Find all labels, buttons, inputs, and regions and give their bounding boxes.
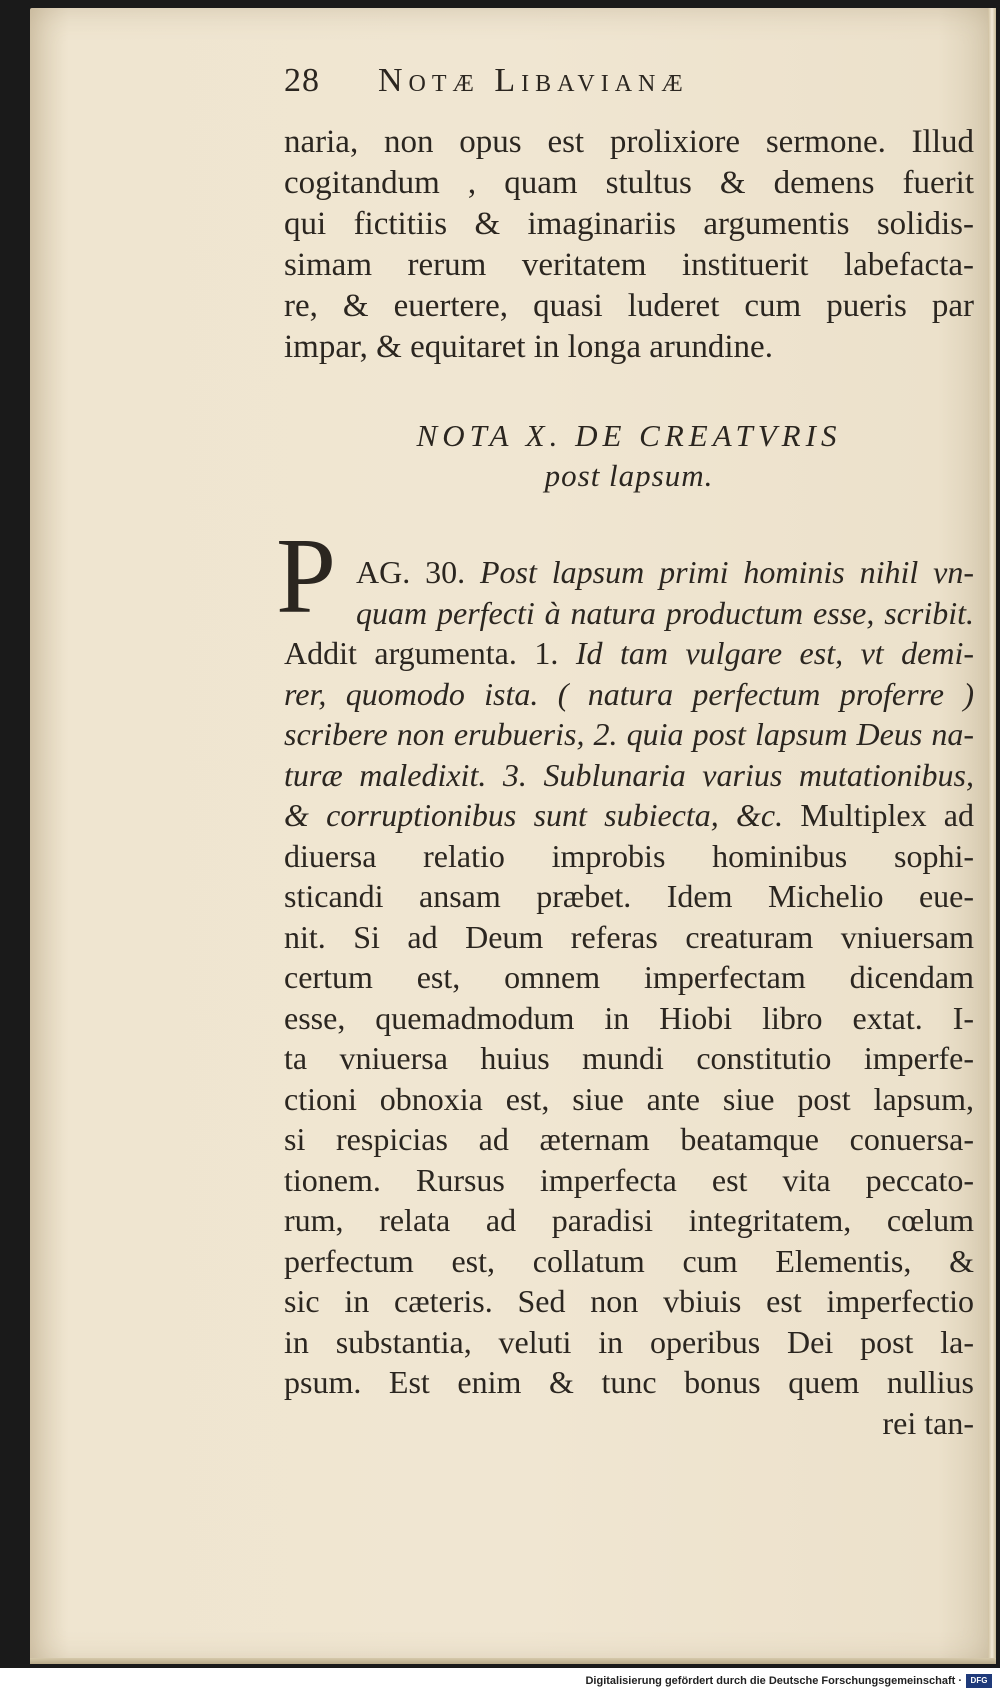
text-line [284, 552, 974, 593]
text-line [284, 1403, 974, 1444]
section-title: NOTA X. DE CREATVRIS [416, 418, 842, 453]
text-line: re, & euertere, quasi luderet cum pueris par [284, 288, 974, 324]
text-line [284, 1281, 974, 1322]
roman-run: rum, relata ad paradisi integritatem, cœlum [284, 1202, 974, 1238]
roman-run: AG. 30. [356, 554, 480, 590]
roman-run: Multiplex ad [783, 797, 974, 833]
text-line [284, 1362, 974, 1403]
roman-run: certum est, omnem imperfectam dicendam [284, 959, 974, 995]
text-line: simam rerum veritatem instituerit labefacta- [284, 247, 974, 283]
funding-credit: Digitalisierung gefördert durch die Deutsche Forschungsgemeinschaft · [585, 1675, 962, 1687]
text-line: impar, & equitaret in longa arundine. [284, 329, 773, 365]
text-line [284, 998, 974, 1039]
text-line [284, 1038, 974, 1079]
roman-run: sic in cæteris. Sed non vbiuis est imperfectio [284, 1283, 974, 1319]
footer-bar [0, 1668, 1000, 1695]
text-line [284, 836, 974, 877]
roman-run: tionem. Rursus imperfecta est vita peccato- [284, 1161, 974, 1198]
roman-run: rei tan- [882, 1404, 974, 1441]
text-line [284, 1119, 974, 1160]
text-line [284, 1241, 974, 1282]
page-number: 28 [284, 62, 320, 99]
section-heading [284, 418, 974, 494]
text-line: qui fictitiis & imaginariis argumentis solidis- [284, 206, 974, 242]
italic-run: scribere non erubueris, 2. quia post lapsum Deus na- [284, 716, 974, 752]
text-line [284, 1200, 974, 1241]
text-line [284, 633, 974, 674]
roman-run: esse, quemadmodum in Hiobi libro extat. I- [284, 999, 974, 1036]
body-top-paragraph [284, 122, 974, 368]
roman-run: diuersa relatio improbis hominibus sophi- [284, 837, 974, 874]
page-edge-right [988, 8, 996, 1664]
roman-run: si respicias ad æternam beatamque conuersa- [284, 1121, 974, 1157]
section-subtitle: post lapsum. [544, 458, 714, 493]
roman-run: ta vniuersa huius mundi constitutio imperfe- [284, 1040, 974, 1076]
dfg-logo: DFG [966, 1674, 992, 1688]
main-paragraph [284, 552, 974, 1443]
drop-cap: P [276, 517, 337, 636]
roman-run: nit. Si ad Deum referas creaturam vniuersam [284, 918, 974, 955]
running-head [248, 62, 968, 112]
roman-run: ctioni obnoxia est, siue ante siue post lapsum, [284, 1080, 974, 1117]
text-line [284, 876, 974, 917]
italic-run: turæ maledixit. 3. Sublunaria varius mutationibus, [284, 756, 974, 793]
italic-run: Post lapsum primi hominis nihil vn- [480, 554, 974, 590]
text-line [284, 755, 974, 796]
text-line [284, 714, 974, 755]
text-line: naria, non opus est prolixiore sermone. Illud [284, 124, 974, 160]
text-line [284, 917, 974, 958]
text-line [284, 1322, 974, 1363]
running-title: Notæ Libavianæ [378, 62, 689, 99]
roman-run: sticandi ansam præbet. Idem Michelio eue- [284, 878, 974, 914]
text-line [284, 957, 974, 998]
roman-run: in substantia, veluti in operibus Dei post la- [284, 1323, 974, 1360]
roman-run: Addit argumenta. 1. [284, 635, 576, 671]
roman-run: psum. Est enim & tunc bonus quem nullius [284, 1364, 974, 1400]
text-line [284, 593, 974, 634]
italic-run: rer, quomodo ista. ( natura perfectum proferre ) [284, 675, 974, 712]
text-line [284, 1160, 974, 1201]
italic-run: quam perfecti à natura productum esse, scribit. [356, 594, 974, 631]
text-line: cogitandum , quam stultus & demens fuerit [284, 165, 974, 201]
page-edge-bottom [30, 1658, 996, 1664]
italic-run: Id tam vulgare est, vt demi- [575, 635, 974, 671]
text-line [284, 1079, 974, 1120]
italic-run: & corruptionibus sunt subiecta, &c. [284, 797, 784, 833]
text-line [284, 674, 974, 715]
roman-run: perfectum est, collatum cum Elementis, & [284, 1242, 974, 1279]
text-line [284, 795, 974, 836]
